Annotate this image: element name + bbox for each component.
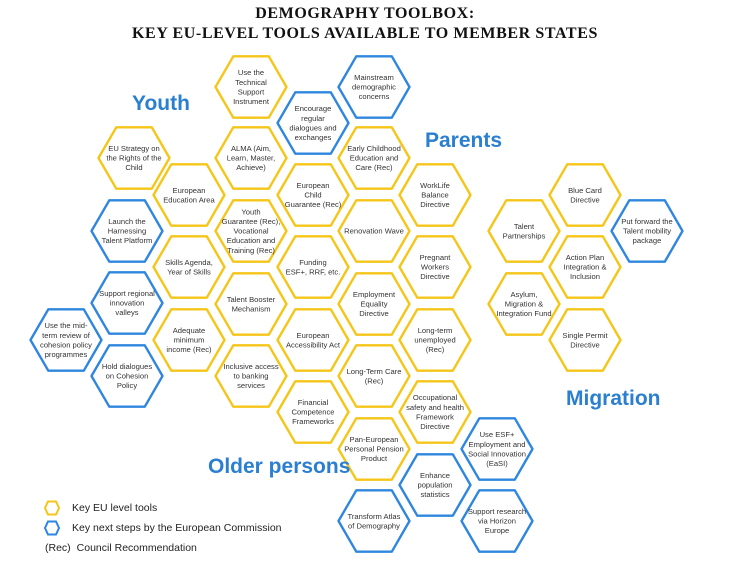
hexagon-label-line: Employment and — [468, 439, 526, 449]
hexagon-label-line: Use the — [237, 68, 265, 78]
hexagon-label-line: Put forward the — [621, 217, 673, 226]
hexagon-transform-atlas — [339, 490, 410, 551]
hexagon-label-line: Directive — [420, 422, 450, 431]
hexagon-label-line: Long-Term Care — [346, 366, 402, 376]
hexagon-launch-harnessing-talent — [92, 200, 163, 261]
hexagon-european-child-guarantee — [278, 164, 349, 225]
hexagon-label-line: Support regional — [99, 289, 155, 298]
legend — [44, 498, 282, 558]
hexagon-label-line: Child — [125, 163, 143, 173]
hexagon-label-line: of Demography — [348, 521, 400, 531]
hexagon-use-technical-support — [216, 56, 287, 117]
hexagon-funding-esf — [278, 236, 349, 297]
group-label-older-persons: Older persons — [208, 455, 351, 478]
hexagon-label-line: Education Area — [163, 195, 215, 205]
hexagon-talent-booster — [216, 273, 287, 334]
hexagon-label-line: concerns — [358, 92, 390, 102]
hexagon-label-line: Competence — [291, 407, 335, 417]
legend-next-step-hex-icon — [44, 520, 60, 536]
hexagon-talent-partnerships — [489, 200, 560, 261]
hexagon-label-line: on Cohesion — [105, 371, 149, 381]
hexagon-label-line: Talent — [513, 221, 535, 231]
hexagon-label-line: Use the mid- — [44, 321, 88, 331]
hexagon-label-line: Child — [304, 190, 322, 200]
hexagon-eu-strategy-rights-child — [99, 127, 170, 188]
hexagon-label-line: Occupational — [412, 393, 458, 403]
hexagon-label-line: Year of Skills — [167, 267, 211, 277]
hexagon-label-line: regular — [301, 113, 325, 123]
hexagon-label-line: Product — [360, 454, 388, 464]
hexagon-occupational-safety — [400, 381, 471, 442]
hexagon-european-accessibility-act — [278, 309, 349, 370]
hexagon-early-childhood-education — [339, 127, 410, 188]
hexagon-label-line: Mainstream — [354, 73, 394, 82]
hexagon-label-line: Balance — [421, 190, 449, 200]
hexagon-mainstream-demographic — [339, 56, 410, 117]
legend-tool-hex-icon — [44, 500, 60, 516]
hexagon-label-line: Talent Platform — [101, 236, 153, 246]
hexagon-label-line: Transform Atlas — [347, 511, 401, 521]
hexagon-label-line: (Rec) — [364, 376, 384, 386]
hexagon-label-line: Technical — [235, 77, 267, 87]
hexagon-label-line: Talent Booster — [226, 294, 276, 304]
hexagon-hold-dialogues-cohesion — [92, 345, 163, 406]
hexagon-financial-competence — [278, 381, 349, 442]
hexagon-pregnant-workers — [400, 236, 471, 297]
hexagon-skills-agenda — [154, 236, 225, 297]
hexagon-label-line: Single Permit — [562, 330, 608, 340]
hexagon-asylum-migration-fund — [489, 273, 560, 334]
hexagon-adequate-minimum-income — [154, 309, 225, 370]
group-label-parents: Parents — [425, 129, 503, 152]
hexagon-label-line: programmes — [44, 350, 88, 359]
hexagon-label-line: Training (Rec) — [227, 245, 275, 255]
hexagon-single-permit — [550, 309, 621, 370]
hexagon-label-line: Partnerships — [502, 231, 546, 241]
hexagon-label-line: Directive — [420, 272, 450, 282]
hexagon-label-line: Accessibility Act — [285, 340, 341, 350]
hexagon-label-line: Equality — [360, 299, 388, 309]
hexagon-label-line: ALMA (Aim, — [230, 144, 272, 153]
hexagon-label-line: Pan-European — [349, 435, 399, 444]
hexagon-label-line: Support — [237, 87, 265, 97]
hexagon-label-line: Funding — [299, 257, 327, 267]
hexagon-label-line: via Horizon — [478, 516, 516, 526]
hexagon-label-line: Inclusive access — [223, 362, 279, 371]
hexagon-label-line: Long-term — [417, 326, 453, 335]
hexagon-label-line: (EaSI) — [486, 459, 508, 468]
hexagon-label-line: European — [296, 330, 330, 340]
hexagon-label-line: WorkLife — [420, 181, 450, 190]
hexagon-label-line: dialogues and — [289, 123, 337, 133]
hexagon-label-line: minimum — [173, 335, 205, 345]
hexagon-label-line: Employment — [352, 290, 396, 299]
hexagon-label-line: Asylum, — [510, 290, 538, 299]
hexagon-label-line: Early Childhood — [347, 144, 401, 153]
hexagon-label-line: Directive — [570, 195, 600, 205]
hexagon-label-line: Action Plan — [565, 253, 605, 262]
hexagon-support-regional-innovation — [92, 272, 163, 333]
group-label-migration: Migration — [566, 387, 661, 410]
hexagon-label-line: safety and health — [406, 402, 464, 412]
hexagon-label-line: Use ESF+ — [479, 430, 515, 440]
hexagon-label-line: Personal Pension — [344, 444, 404, 454]
hexagon-label-line: Directive — [359, 309, 389, 319]
hexagon-label-line: Framework — [416, 412, 454, 422]
hexagon-label-line: (Rec) — [425, 345, 445, 355]
hexagon-renovation-wave — [339, 200, 410, 261]
hexagon-label-line: Encourage — [294, 104, 332, 114]
hexagon-label-line: Education and — [226, 236, 276, 246]
hexagon-employment-equality — [339, 273, 410, 334]
hexagon-long-term-care — [339, 345, 410, 406]
hexagon-label-line: Frameworks — [292, 417, 334, 427]
hexagon-label-line: Pregnant — [419, 253, 451, 262]
hexagon-label-line: Support research — [467, 507, 527, 516]
hexagon-use-esf-easi — [462, 418, 533, 479]
hexagon-support-research-horizon — [462, 490, 533, 551]
hexagon-alma — [216, 127, 287, 188]
hexagon-label-line: Mechanism — [231, 304, 271, 314]
hexagon-label-line: cohesion policy — [40, 340, 92, 350]
legend-rec-label: Council Recommendation — [76, 542, 197, 554]
hexagon-label-line: Financial — [297, 398, 329, 407]
hexagon-european-education-area — [154, 164, 225, 225]
hexagon-label-line: population — [417, 480, 453, 490]
hexagon-label-line: package — [632, 236, 662, 246]
hexagon-label-line: European — [172, 185, 206, 195]
hexagon-label-line: Vocational — [233, 226, 269, 236]
hexagon-label-line: Launch the — [108, 217, 146, 226]
hexagon-talent-mobility-package — [612, 200, 683, 261]
legend-item-tool — [44, 498, 282, 518]
hexagon-label-line: services — [237, 381, 265, 391]
hexagon-label-line: exchanges — [294, 133, 332, 142]
hexagon-label-line: ESF+, RRF, etc. — [285, 267, 341, 277]
hexagon-label-line: valleys — [115, 308, 139, 318]
hexagon-youth-guarantee — [216, 200, 287, 261]
group-label-youth: Youth — [132, 92, 190, 115]
hexagon-label-line: Policy — [116, 381, 138, 391]
hexagon-label-line: Care (Rec) — [355, 163, 393, 173]
hexagon-label-line: demographic — [352, 82, 396, 92]
title-line-1: DEMOGRAPHY TOOLBOX: — [255, 5, 475, 22]
hexagon-label-line: Talent mobility — [622, 226, 672, 236]
title-line-2: KEY EU-LEVEL TOOLS AVAILABLE TO MEMBER STATES — [132, 25, 598, 42]
hexagon-midterm-review-cohesion — [31, 309, 102, 370]
hexagon-label-line: statistics — [420, 490, 450, 500]
legend-item-rec — [44, 538, 282, 558]
hexagon-label-line: Guarantee (Rec) — [284, 200, 342, 210]
hexagon-label-line: innovation — [109, 298, 145, 308]
hexagon-label-line: European — [296, 181, 330, 190]
hexagon-label-line: Education and — [349, 153, 399, 163]
hexagon-label-line: Workers — [420, 262, 450, 272]
hexagon-enhance-population-stats — [400, 454, 471, 515]
legend-next-step-label: Key next steps by the European Commission — [72, 522, 282, 534]
hexagon-label-line: the Rights of the — [106, 153, 162, 163]
hexagon-label-line: Directive — [570, 340, 600, 350]
hexagon-label-line: Hold dialogues — [101, 362, 153, 371]
hexagon-label-line: Social Innovation — [468, 449, 526, 459]
hexagon-label-line: Blue Card — [568, 185, 602, 195]
hexagon-blue-card — [550, 164, 621, 225]
legend-rec-symbol: (Rec) — [45, 542, 71, 554]
hexagon-label-line: Inclusion — [570, 272, 600, 282]
hexagon-action-plan-integration — [550, 236, 621, 297]
hexagon-label-line: Learn, Master, — [226, 153, 276, 163]
hexagon-label-line: Adequate — [172, 326, 206, 335]
hexagon-label-line: Europe — [484, 526, 510, 536]
hexagon-label-line: Directive — [420, 200, 450, 210]
hexagon-label-line: to banking — [233, 371, 269, 381]
legend-tool-label: Key EU level tools — [72, 502, 158, 514]
hexagon-encourage-dialogues — [278, 92, 349, 153]
hexagon-worklife-balance — [400, 164, 471, 225]
hexagon-long-term-unemployed — [400, 309, 471, 370]
hexagon-label-line: Skills Agenda, — [165, 257, 213, 267]
hexagon-label-line: Integration Fund — [496, 309, 552, 319]
hexagon-label-line: Renovation Wave — [344, 226, 404, 236]
hexagon-label-line: Harnessing — [107, 226, 147, 236]
hexagon-label-line: Integration & — [563, 262, 607, 272]
hexagon-label-line: Youth — [241, 207, 261, 217]
hexagon-label-line: Enhance — [420, 471, 450, 480]
hexagon-label-line: EU Strategy on — [108, 144, 160, 153]
hexagon-label-line: Migration & — [504, 299, 544, 309]
hexagon-label-line: unemployed — [414, 335, 456, 345]
hexagon-label-line: Guarantee (Rec), — [221, 217, 281, 226]
hexagon-inclusive-banking — [216, 345, 287, 406]
legend-item-next-step — [44, 518, 282, 538]
hexagon-label-line: income (Rec) — [166, 345, 212, 355]
hexagon-label-line: term review of — [42, 330, 90, 340]
hexagon-label-line: Instrument — [233, 97, 269, 106]
hexagon-label-line: Achieve) — [236, 163, 266, 173]
